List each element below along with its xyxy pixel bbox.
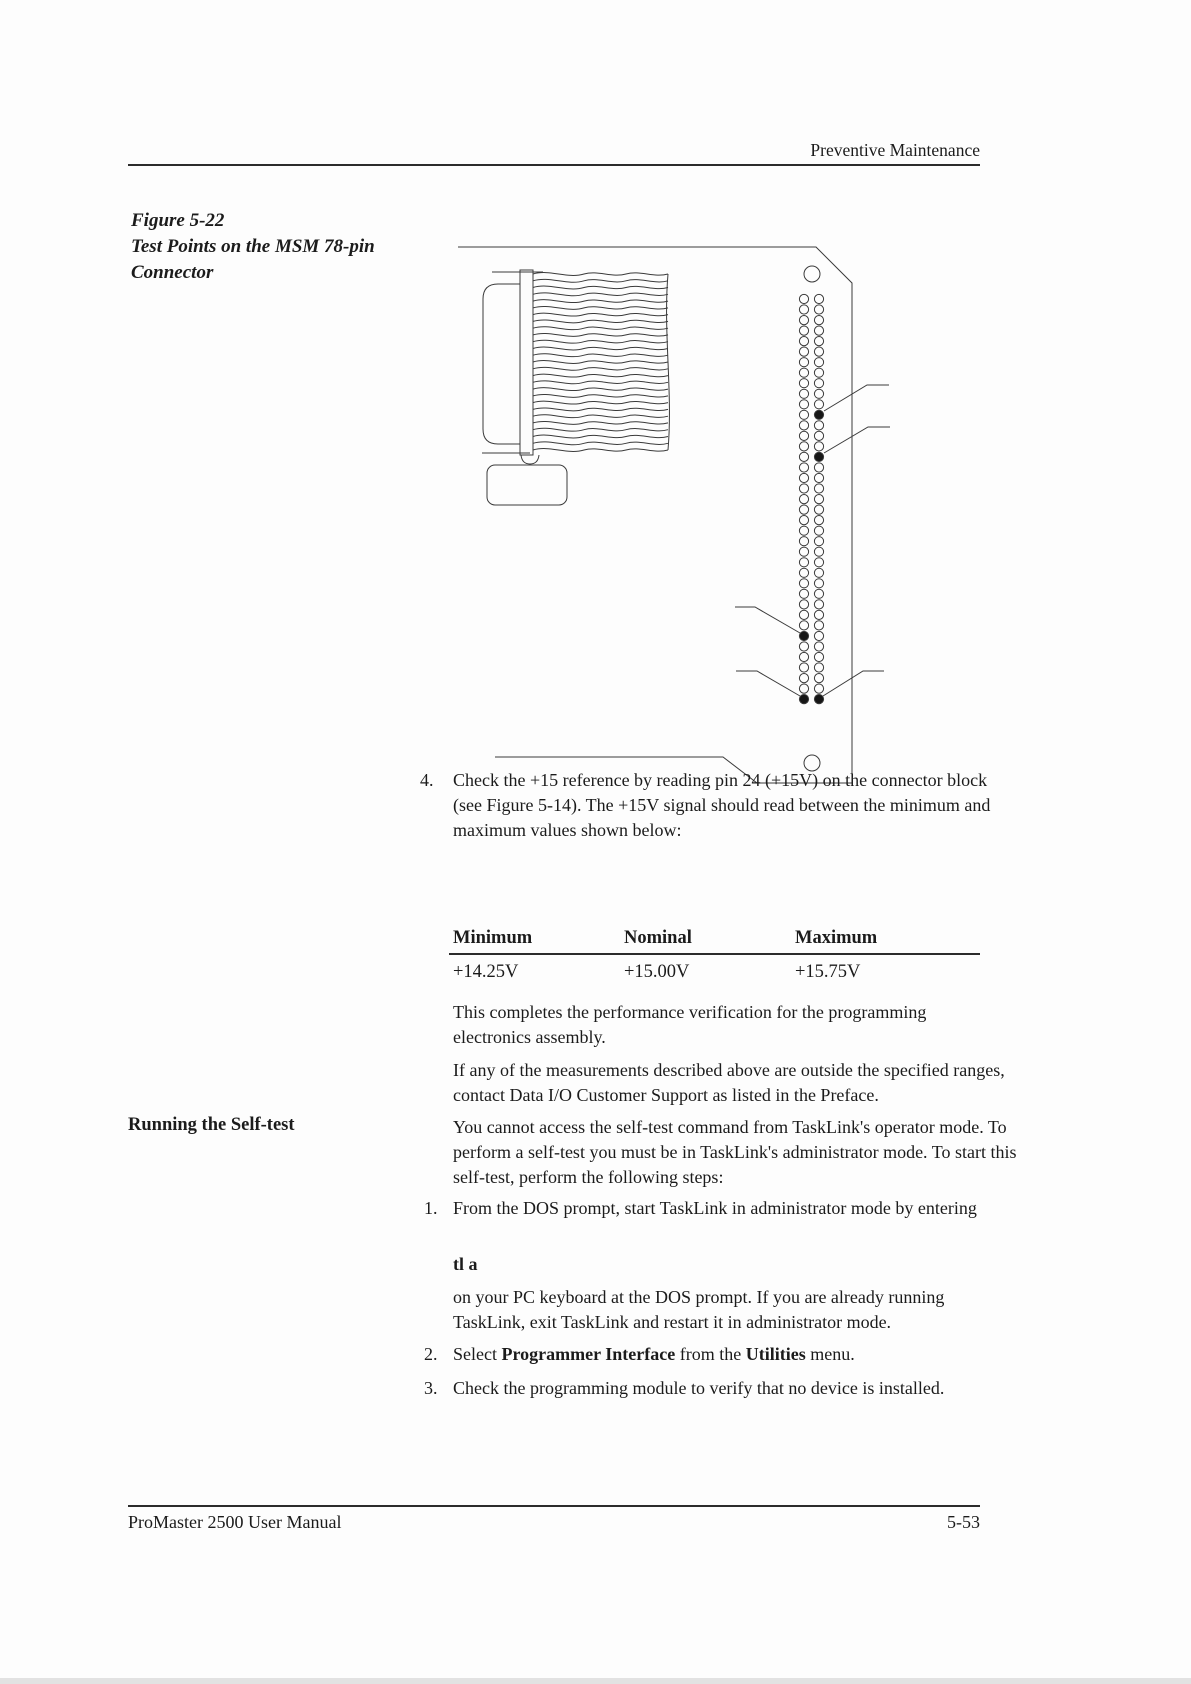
component-outline	[487, 465, 567, 505]
step-2-text-plain3: menu.	[805, 1344, 855, 1364]
callout-pin-r39	[823, 671, 884, 696]
pin-l11	[799, 400, 808, 409]
pin-grid	[799, 294, 823, 703]
pin-l4	[799, 326, 808, 335]
footer-page-number: 5-53	[947, 1512, 980, 1532]
pin-r24	[814, 537, 823, 546]
pin-r20	[814, 495, 823, 504]
pin-l26	[799, 558, 808, 567]
pin-l2	[799, 305, 808, 314]
pin-l38	[799, 684, 808, 693]
pin-l30	[799, 600, 808, 609]
pin-r5	[814, 337, 823, 346]
pin-r26	[814, 558, 823, 567]
pin-r22	[814, 516, 823, 525]
pin-r31	[814, 610, 823, 619]
dos-command: tl a	[453, 1254, 478, 1274]
pin-r23	[814, 526, 823, 535]
pin-r38	[814, 684, 823, 693]
pin-l17	[799, 463, 808, 472]
test-point-pin-r39	[814, 695, 823, 704]
pin-r28	[814, 579, 823, 588]
pin-l31	[799, 610, 808, 619]
pin-l14	[799, 431, 808, 440]
table-rule	[449, 953, 980, 955]
pin-l22	[799, 516, 808, 525]
figure-caption-line1: Figure 5-22	[131, 210, 225, 231]
pin-l7	[799, 358, 808, 367]
pin-r6	[814, 347, 823, 356]
callout-lines	[735, 385, 890, 696]
pin-l24	[799, 537, 808, 546]
pin-l6	[799, 347, 808, 356]
pin-l32	[799, 621, 808, 630]
step-2-text	[453, 1342, 1053, 1367]
pin-r19	[814, 484, 823, 493]
pin-l28	[799, 579, 808, 588]
connector-diagram	[420, 222, 900, 802]
step-4-text: Check the +15 reference by reading pin 24 (+15V) on the connector block (see Figure 5-14). The +15V signal should read between the minimum and maximum values shown below:	[453, 770, 991, 840]
pin-r15	[814, 442, 823, 451]
callout-pin-l39	[736, 671, 800, 696]
step-2-number: 2.	[424, 1344, 438, 1364]
test-point-pin-l33	[799, 631, 808, 640]
footer-rule	[128, 1505, 980, 1507]
step-1-text: From the DOS prompt, start TaskLink in administrator mode by entering	[453, 1198, 977, 1218]
pin-l15	[799, 442, 808, 451]
pin-l27	[799, 568, 808, 577]
pin-r3	[814, 316, 823, 325]
pin-l16	[799, 452, 808, 461]
pin-r30	[814, 600, 823, 609]
pin-l25	[799, 547, 808, 556]
pin-r10	[814, 389, 823, 398]
footer-manual-title: ProMaster 2500 User Manual	[128, 1512, 342, 1532]
pin-r32	[814, 621, 823, 630]
pin-l1	[799, 294, 808, 303]
pin-r7	[814, 358, 823, 367]
header-rule	[128, 164, 980, 166]
step-3-number: 3.	[424, 1378, 438, 1398]
step-2-text-plain1: Select	[453, 1344, 502, 1364]
scan-edge-shadow	[0, 1678, 1191, 1684]
pin-l12	[799, 410, 808, 419]
pin-r11	[814, 400, 823, 409]
pin-l23	[799, 526, 808, 535]
callout-pin-r12	[824, 385, 889, 411]
value-nominal: +15.00V	[624, 962, 690, 982]
step-2-text-plain2: from the	[675, 1344, 746, 1364]
voltage-table	[453, 928, 962, 949]
pin-r29	[814, 589, 823, 598]
voltage-table-value-row	[453, 962, 962, 983]
pin-r13	[814, 421, 823, 430]
voltage-table-header-row	[453, 928, 962, 949]
callout-pin-r16	[824, 427, 890, 453]
figure-caption	[131, 208, 401, 286]
pin-r33	[814, 631, 823, 640]
pin-l5	[799, 337, 808, 346]
step-2-menu-item: Programmer Interface	[501, 1344, 676, 1364]
pin-l18	[799, 473, 808, 482]
pin-r37	[814, 674, 823, 683]
section-heading-self-test: Running the Self-test	[128, 1115, 295, 1135]
callout-pin-l33	[735, 607, 800, 633]
pin-r27	[814, 568, 823, 577]
page-header: Preventive Maintenance	[810, 140, 980, 160]
pin-r8	[814, 368, 823, 377]
pin-r36	[814, 663, 823, 672]
step-3-text: Check the programming module to verify that no device is installed.	[453, 1378, 945, 1398]
pin-r14	[814, 431, 823, 440]
mounting-hole-top	[804, 266, 820, 282]
pin-l3	[799, 316, 808, 325]
self-test-intro: You cannot access the self-test command from TaskLink's operator mode. To perform a self-test you must be in TaskLink's administrator mode. To start this self-test, perform the following steps:	[453, 1117, 1017, 1187]
pin-r25	[814, 547, 823, 556]
pin-r34	[814, 642, 823, 651]
pin-l10	[799, 389, 808, 398]
pin-l36	[799, 663, 808, 672]
test-point-pin-l39	[799, 695, 808, 704]
pin-l29	[799, 589, 808, 598]
pin-r9	[814, 379, 823, 388]
test-point-pin-r12	[814, 410, 823, 419]
col-header-maximum: Maximum	[795, 928, 878, 948]
test-point-pin-r16	[814, 452, 823, 461]
pin-r4	[814, 326, 823, 335]
pin-l34	[799, 642, 808, 651]
figure-caption-line2: Test Points on the MSM 78-pin	[131, 236, 375, 257]
pin-r21	[814, 505, 823, 514]
page-footer	[128, 1512, 980, 1533]
pin-l8	[799, 368, 808, 377]
board-outline	[458, 247, 852, 783]
step-2-menu-name: Utilities	[745, 1344, 806, 1364]
ribbon-cable	[533, 273, 668, 452]
pin-l35	[799, 652, 808, 661]
pin-l9	[799, 379, 808, 388]
value-minimum: +14.25V	[453, 962, 519, 982]
pin-l20	[799, 495, 808, 504]
col-header-minimum: Minimum	[453, 928, 533, 948]
pin-r1	[814, 294, 823, 303]
pin-r18	[814, 473, 823, 482]
paragraph-ranges: If any of the measurements described above are outside the specified ranges, contact Data I/O Customer Support as listed in the Preface.	[453, 1060, 1005, 1105]
figure-caption-line3: Connector	[131, 262, 214, 283]
value-maximum: +15.75V	[795, 962, 861, 982]
pin-r2	[814, 305, 823, 314]
step-1-number: 1.	[424, 1198, 438, 1218]
pin-l21	[799, 505, 808, 514]
cable-connector	[482, 270, 543, 464]
pin-r17	[814, 463, 823, 472]
step-4-number: 4.	[420, 770, 434, 790]
step-1-continued: on your PC keyboard at the DOS prompt. If you are already running TaskLink, exit TaskLink and restart it in administrator mode.	[453, 1287, 945, 1332]
pin-l13	[799, 421, 808, 430]
paragraph-completes: This completes the performance verification for the programming electronics assembly.	[453, 1002, 927, 1047]
pin-l37	[799, 674, 808, 683]
col-header-nominal: Nominal	[624, 928, 692, 948]
pin-l19	[799, 484, 808, 493]
pin-r35	[814, 652, 823, 661]
